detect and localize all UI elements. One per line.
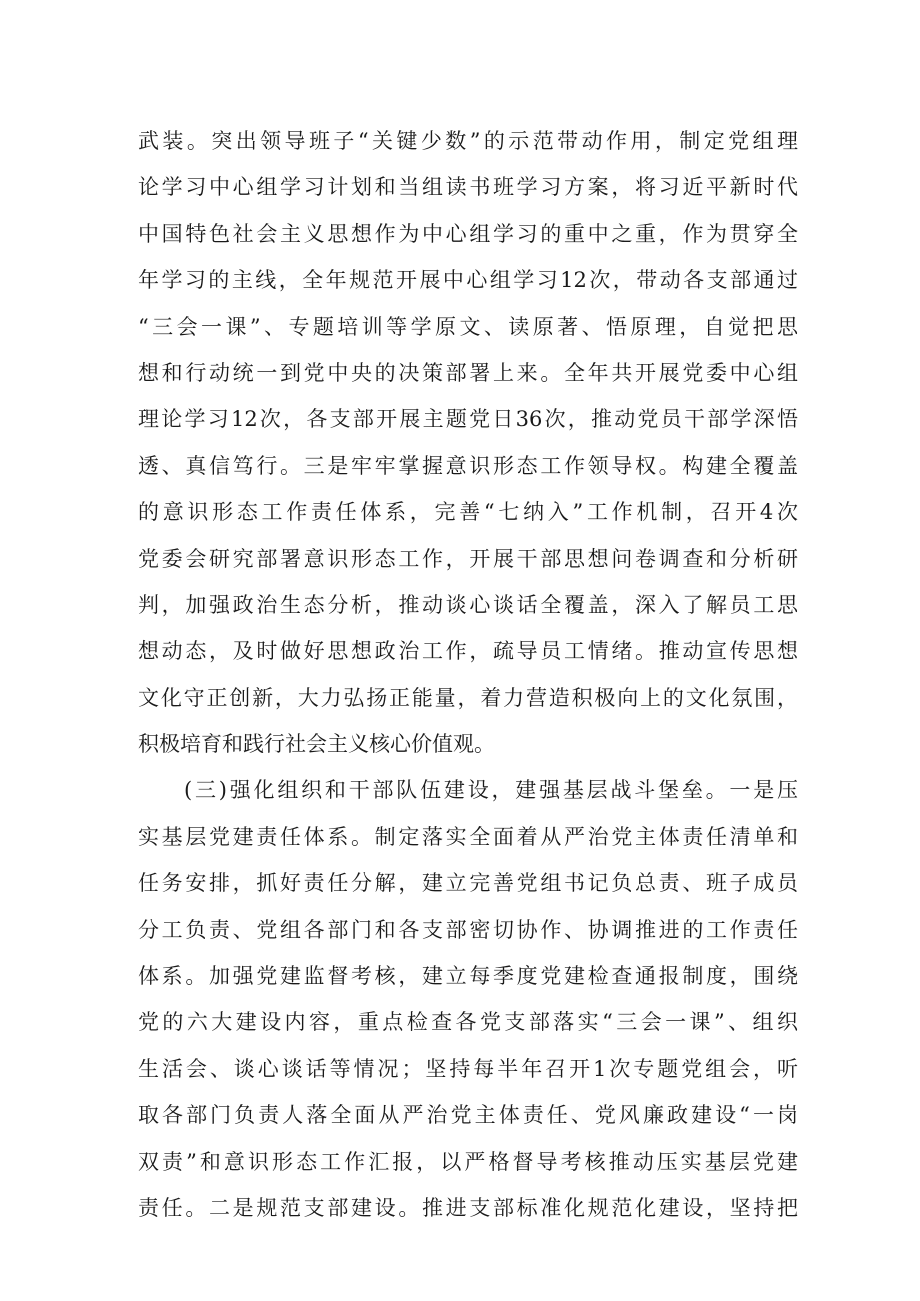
text-line: 生活会、谈心谈话等情况；坚持每半年召开1次专题党组会，听 bbox=[138, 1056, 798, 1081]
text-line: 实基层党建责任体系。制定落实全面着从严治党主体责任清单和 bbox=[138, 824, 798, 849]
text-line: 中国特色社会主义思想作为中心组学习的重中之重，作为贯穿全 bbox=[138, 221, 798, 246]
text-line: 责任。二是规范支部建设。推进支部标准化规范化建设，坚持把 bbox=[138, 1195, 798, 1220]
text-line: 的意识形态工作责任体系，完善“七纳入”工作机制，召开4次 bbox=[138, 500, 798, 525]
text-line: 党委会研究部署意识形态工作，开展干部思想问卷调查和分析研 bbox=[138, 546, 798, 571]
text-line: 透、真信笃行。三是牢牢掌握意识形态工作领导权。构建全覆盖 bbox=[138, 453, 798, 478]
text-line: 双责”和意识形态工作汇报，以严格督导考核推动压实基层党建 bbox=[138, 1149, 798, 1174]
text-line: 体系。加强党建监督考核，建立每季度党建检查通报制度，围绕 bbox=[138, 964, 798, 989]
text-line: 理论学习12次，各支部开展主题党日36次，推动党员干部学深悟 bbox=[138, 407, 798, 432]
text-line: 判，加强政治生态分析，推动谈心谈话全覆盖，深入了解员工思 bbox=[138, 592, 798, 617]
section-heading-line: (三)强化组织和干部队伍建设，建强基层战斗堡垒。一是压 bbox=[184, 778, 798, 803]
text-line: 文化守正创新，大力弘扬正能量，着力营造积极向上的文化氛围， bbox=[138, 685, 798, 710]
text-line: 积极培育和践行社会主义核心价值观。 bbox=[138, 732, 495, 757]
text-line: 党的六大建设内容，重点检查各党支部落实“三会一课”、组织 bbox=[138, 1010, 798, 1035]
text-line: 论学习中心组学习计划和当组读书班学习方案，将习近平新时代 bbox=[138, 175, 798, 200]
text-line: 取各部门负责人落全面从严治党主体责任、党风廉政建设“一岗 bbox=[138, 1103, 798, 1128]
text-line: 任务安排，抓好责任分解，建立完善党组书记负总责、班子成员 bbox=[138, 871, 798, 896]
text-line: 武装。突出领导班子“关键少数”的示范带动作用，制定党组理 bbox=[138, 129, 798, 153]
text-line: 想和行动统一到党中央的决策部署上来。全年共开展党委中心组 bbox=[138, 360, 798, 385]
text-line: 年学习的主线，全年规范开展中心组学习12次，带动各支部通过 bbox=[138, 268, 798, 293]
text-line: 分工负责、党组各部门和各支部密切协作、协调推进的工作责任 bbox=[138, 917, 798, 942]
document-body bbox=[138, 118, 798, 1231]
text-line: “三会一课”、专题培训等学原文、读原著、悟原理，自觉把思 bbox=[138, 314, 798, 339]
text-line: 想动态，及时做好思想政治工作，疏导员工情绪。推动宣传思想 bbox=[138, 639, 798, 664]
